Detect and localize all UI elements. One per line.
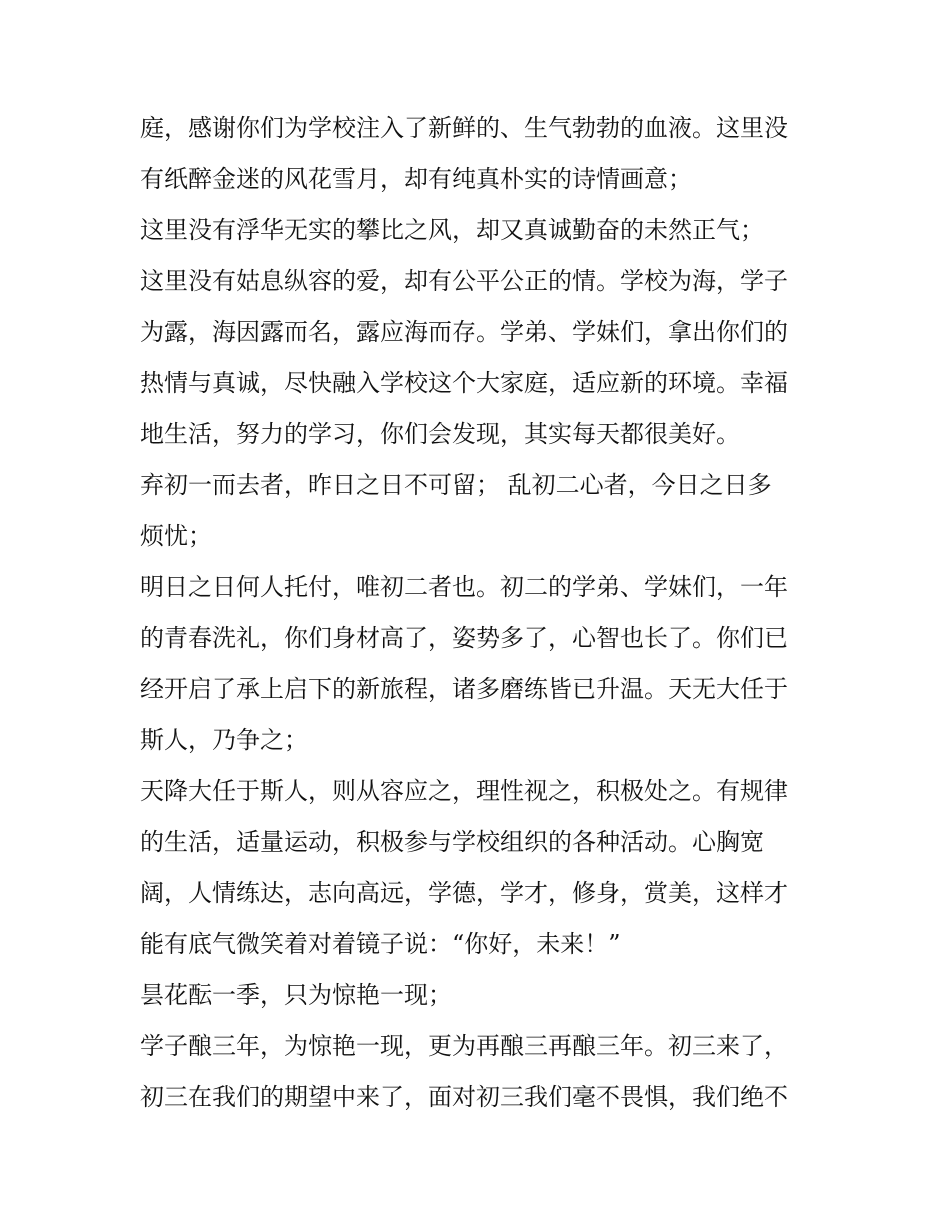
text-line: 阔，人情练达，志向高远，学德，学才，修身，赏美，这样才 <box>140 879 788 907</box>
text-line: 地生活，努力的学习，你们会发现，其实每天都很美好。 <box>140 420 740 448</box>
text-line: 这里没有姑息纵容的爱，却有公平公正的情。学校为海，学子 <box>140 267 788 295</box>
text-line: 热情与真诚，尽快融入学校这个大家庭，适应新的环境。幸福 <box>140 369 788 397</box>
body-text <box>140 103 820 1123</box>
text-line: 烦忧； <box>140 522 212 550</box>
text-line: 这里没有浮华无实的攀比之风，却又真诚勤奋的未然正气； <box>140 216 764 244</box>
text-line: 的生活，适量运动，积极参与学校组织的各种活动。心胸宽 <box>140 828 764 856</box>
text-line: 学子酿三年，为惊艳一现，更为再酿三再酿三年。初三来了， <box>140 1032 788 1060</box>
text-line: 庭，感谢你们为学校注入了新鲜的、生气勃勃的血液。这里没 <box>140 114 788 142</box>
text-line: 的青春洗礼，你们身材高了，姿势多了，心智也长了。你们已 <box>140 624 788 652</box>
text-line: 经开启了承上启下的新旅程，诸多磨练皆已升温。天无大任于 <box>140 675 788 703</box>
text-line: 天降大任于斯人，则从容应之，理性视之，积极处之。有规律 <box>140 777 788 805</box>
text-line: 昙花酝一季，只为惊艳一现； <box>140 981 452 1009</box>
text-line: 初三在我们的期望中来了，面对初三我们毫不畏惧，我们绝不 <box>140 1083 788 1111</box>
text-line: 斯人，乃争之； <box>140 726 308 754</box>
text-line: 明日之日何人托付，唯初二者也。初二的学弟、学妹们，一年 <box>140 573 788 601</box>
text-line: 为露，海因露而名，露应海而存。学弟、学妹们，拿出你们的 <box>140 318 788 346</box>
text-line: 有纸醉金迷的风花雪月，却有纯真朴实的诗情画意； <box>140 165 692 193</box>
text-line: 弃初一而去者，昨日之日不可留； 乱初二心者，今日之日多 <box>140 471 772 499</box>
text-line: 能有底气微笑着对着镜子说：“你好，未来！” <box>140 930 621 958</box>
